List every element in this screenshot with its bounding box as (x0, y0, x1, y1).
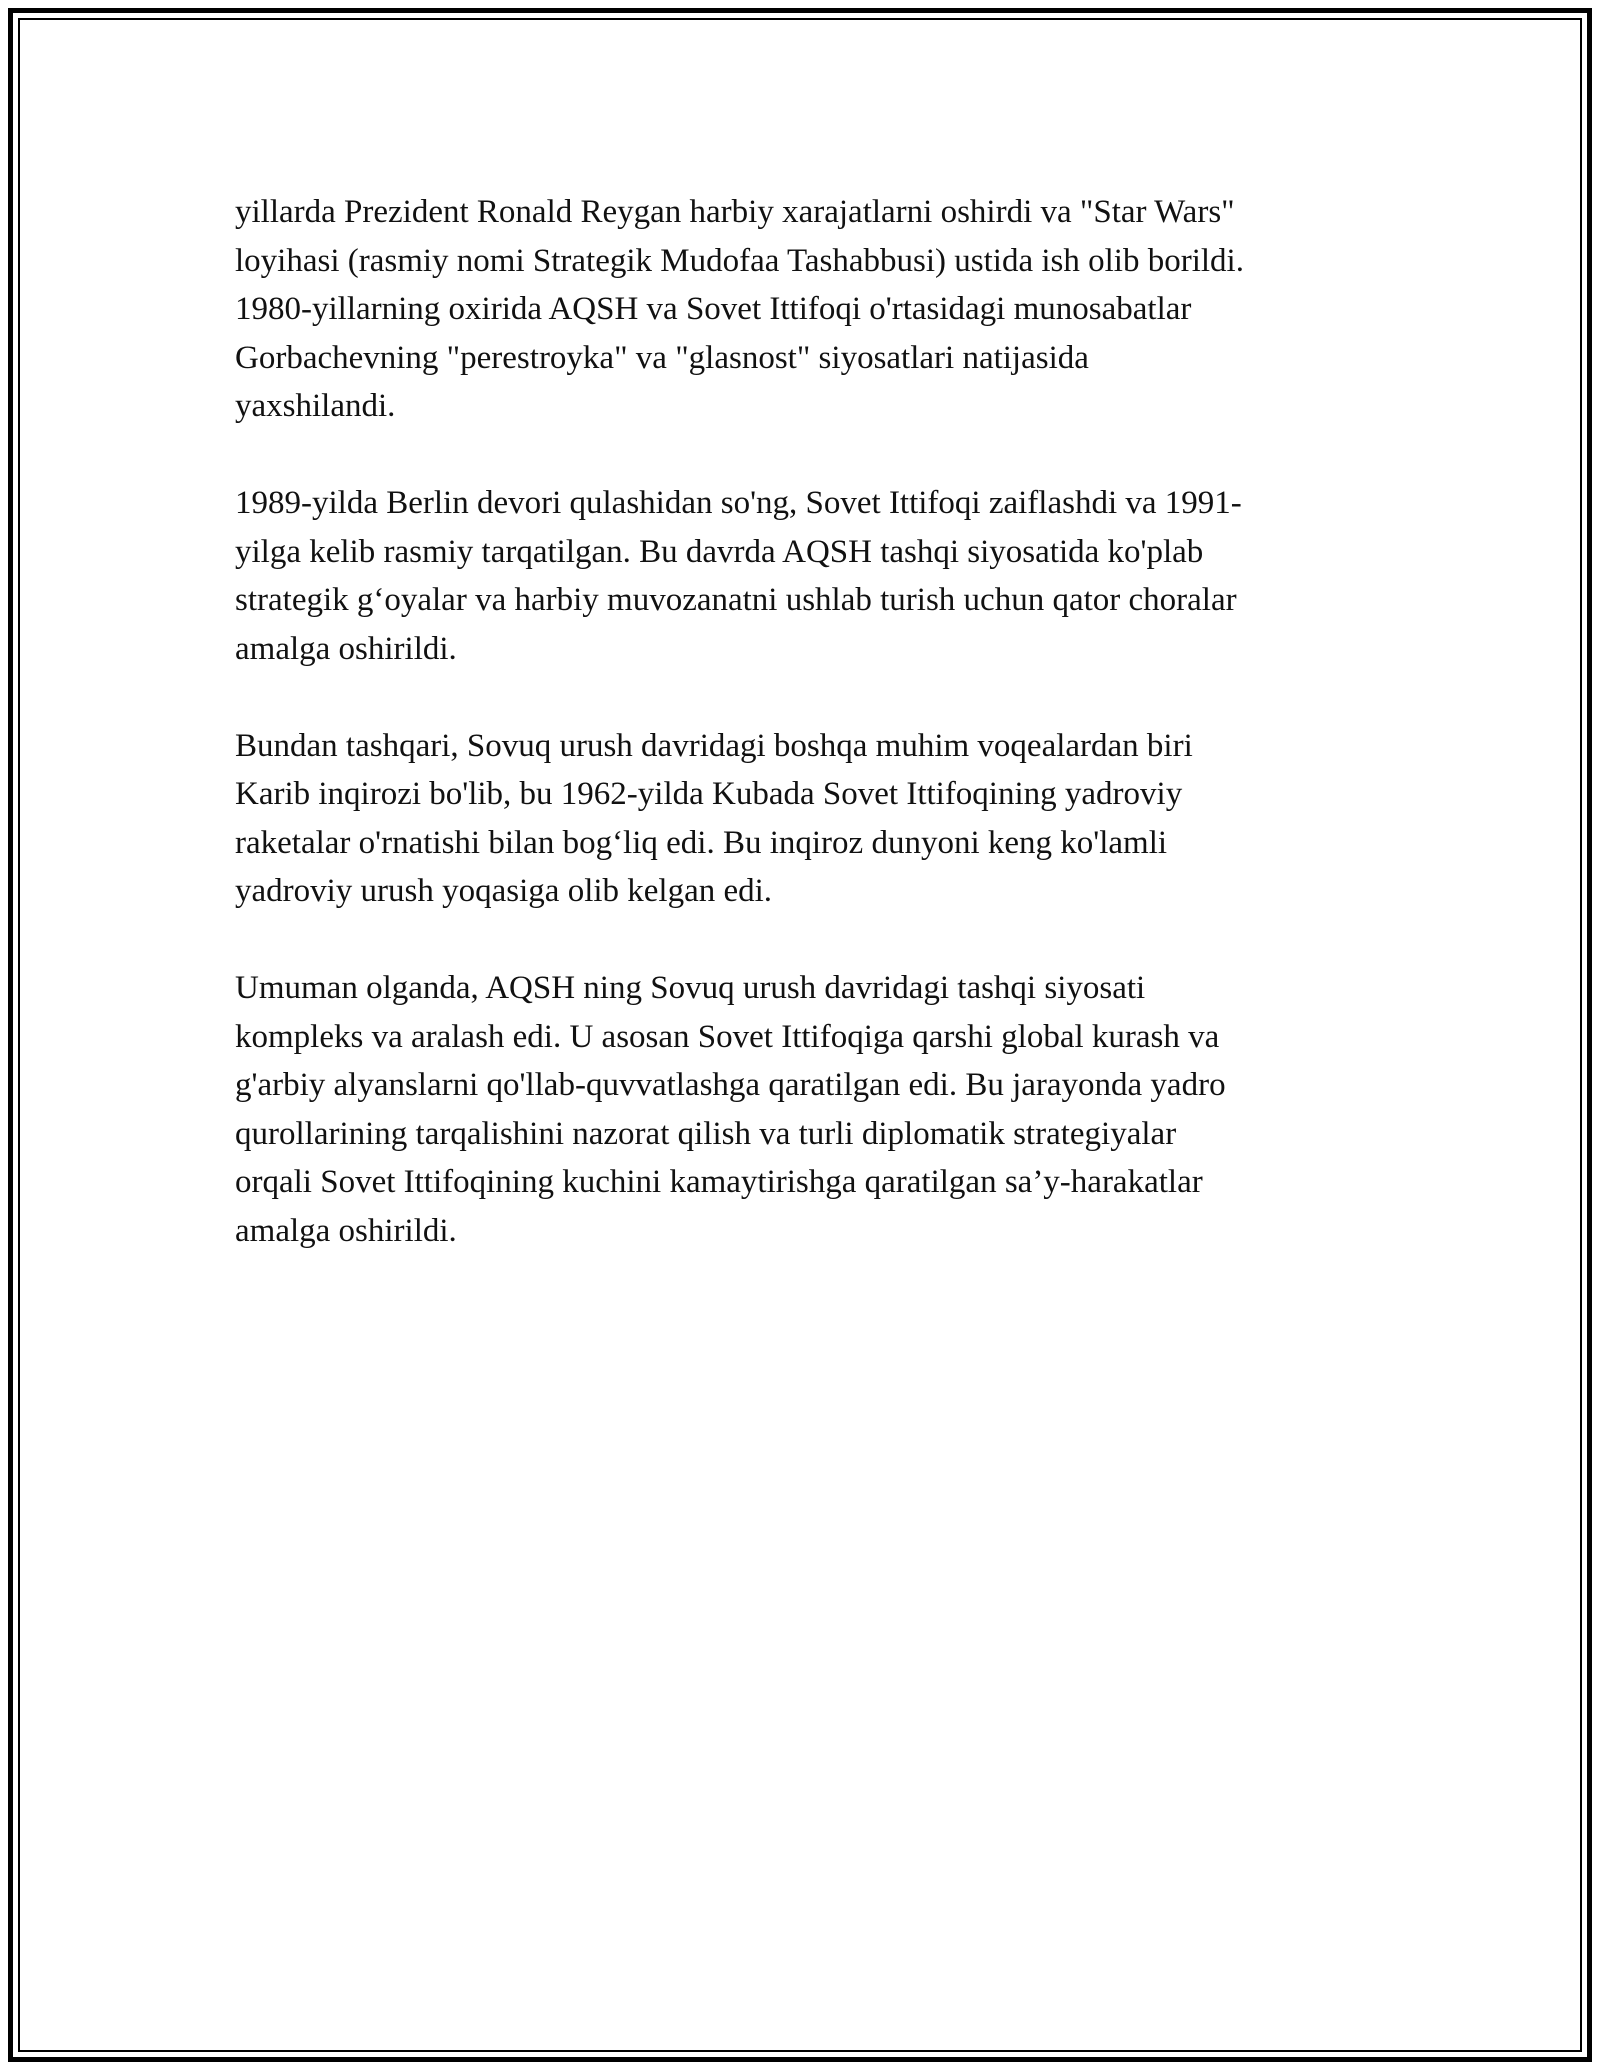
paragraph-1: yillarda Prezident Ronald Reygan harbiy xarajatlarni oshirdi va "Star Wars" loyihasi (rasmiy nomi Strategik Mudofaa Tashabbusi) ustida ish olib borildi. 1980-yillarning oxirida AQSH va Sovet Ittifoqi o'rtasidagi munosabatlar Gorbachevning "perestroyka" va "glasnost" siyosatlari natijasida yaxshilandi. (235, 194, 1244, 424)
document-body (235, 188, 1375, 1304)
paragraph-2: 1989-yilda Berlin devori qulashidan so'ng, Sovet Ittifoqi zaiflashdi va 1991- yilga kelib rasmiy tarqatilgan. Bu davrda AQSH tashqi siyosatida ko'plab strategik g‘oyalar va harbiy muvozanatni ushlab turish uchun qator choralar amalga oshirildi. (235, 485, 1242, 667)
paragraph-4: Umuman olganda, AQSH ning Sovuq urush davridagi tashqi siyosati kompleks va aralash edi. U asosan Sovet Ittifoqiga qarshi global kurash va g'arbiy alyanslarni qo'llab-quvvatlashga qaratilgan edi. Bu jarayonda yadro qurollarining tarqalishini nazorat qilish va turli diplomatik strategiyalar orqali Sovet Ittifoqining kuchini kamaytirishga qaratilgan sa’y-harakatlar amalga oshirildi. (235, 970, 1226, 1249)
paragraph-3: Bundan tashqari, Sovuq urush davridagi boshqa muhim voqealardan biri Karib inqirozi bo'lib, bu 1962-yilda Kubada Sovet Ittifoqining yadroviy raketalar o'rnatishi bilan bog‘liq edi. Bu inqiroz dunyoni keng ko'lamli yadroviy urush yoqasiga olib kelgan edi. (235, 727, 1193, 909)
